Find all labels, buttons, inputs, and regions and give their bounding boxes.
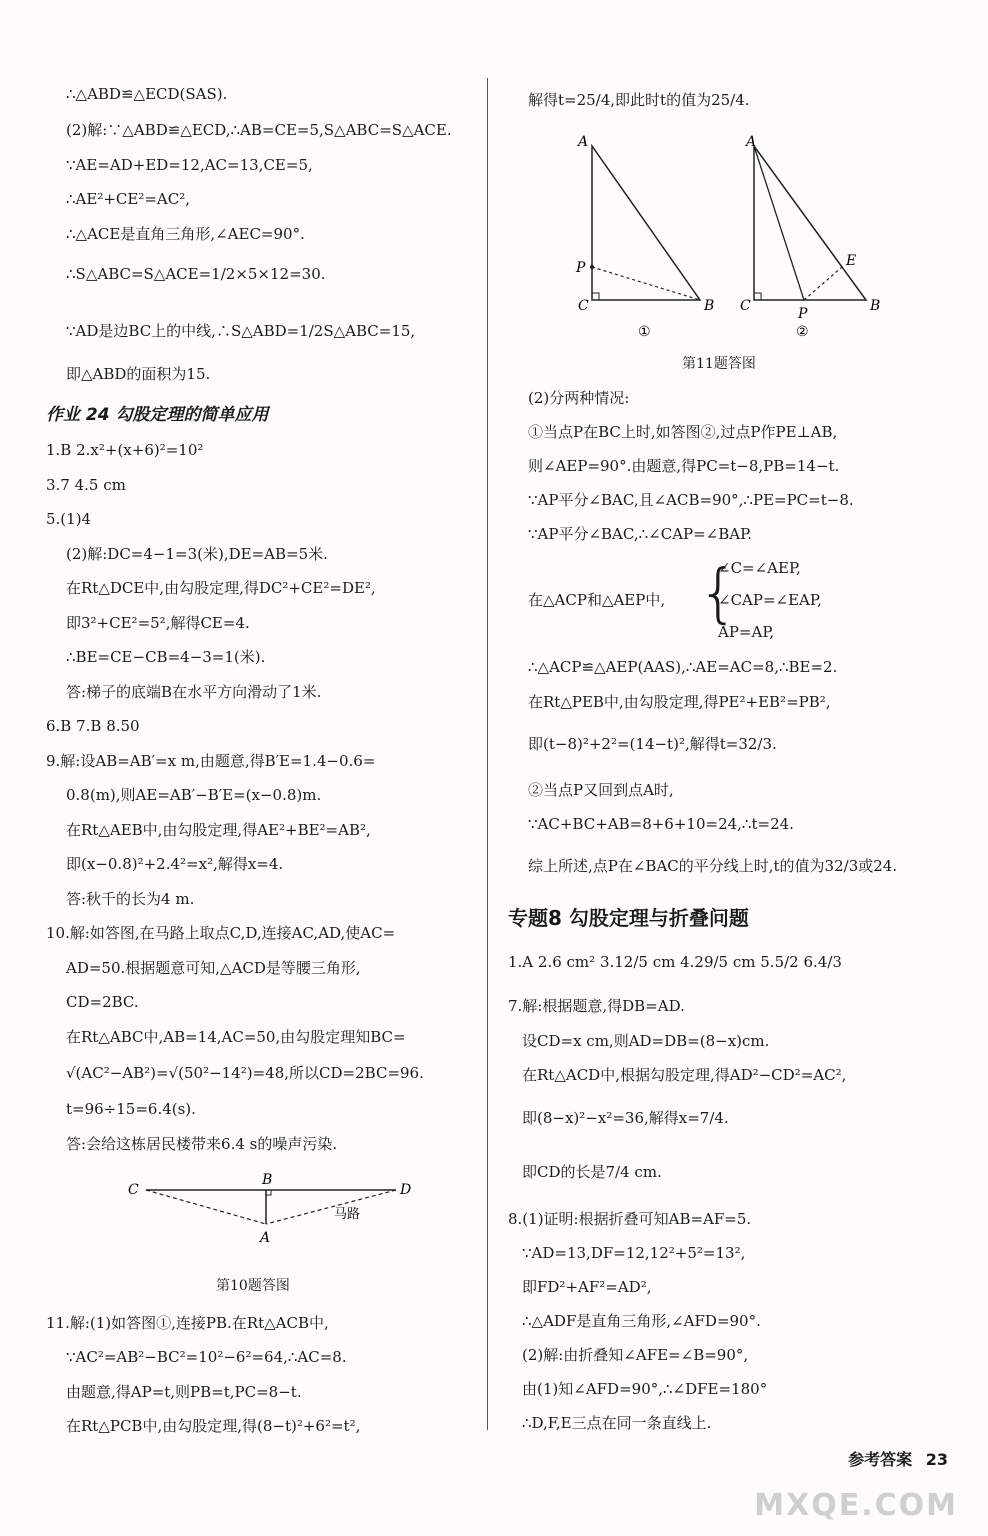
page-footer: [848, 1447, 948, 1470]
figure-caption: 第11题答图: [682, 356, 756, 372]
text-line: 综上所述,点P在∠BAC的平分线上时,t的值为32/3或24.: [528, 857, 898, 875]
segment-ae: [754, 146, 842, 267]
answer-line: 即(x−0.8)²+2.4²=x²,解得x=4.: [66, 855, 284, 873]
answer-line: 即CD的长是7/4 cm.: [522, 1163, 662, 1181]
answer-line: 7.解:根据题意,得DB=AD.: [508, 997, 685, 1015]
segment-pb: [592, 267, 700, 300]
system-line: ∠CAP=∠EAP,: [718, 591, 822, 609]
watermark: MXQE.COM: [754, 1488, 958, 1523]
answer-line: 即(8−x)²−x²=36,解得x=7/4.: [522, 1109, 729, 1127]
triangle-acb-1: [592, 146, 700, 300]
text-line: 解得t=25/4,即此时t的值为25/4.: [528, 91, 750, 109]
answer-line: 0.8(m),则AE=AB′−B′E=(x−0.8)m.: [66, 786, 322, 804]
diagram-label-2: ②: [796, 324, 809, 340]
answer-line: 3.7 4.5 cm: [46, 476, 126, 494]
text-line: (2)分两种情况:: [528, 389, 630, 407]
svg-text:C: C: [740, 298, 751, 314]
svg-text:E: E: [846, 253, 857, 269]
answer-line: AD=50.根据题意可知,△ACD是等腰三角形,: [66, 959, 361, 977]
text-line: ∵AE=AD+ED=12,AC=13,CE=5,: [66, 156, 313, 174]
text-line: ①当点P在BC上时,如答图②,过点P作PE⊥AB,: [528, 423, 838, 441]
answer-line: 在Rt△PCB中,由勾股定理,得(8−t)²+6²=t²,: [66, 1417, 361, 1435]
brace-symbol: {: [698, 557, 739, 631]
right-angle-mark: [592, 293, 599, 300]
figure-11-diagram: [568, 132, 898, 347]
text-line: ∵AP平分∠BAC,且∠ACB=90°,∴PE=PC=t−8.: [528, 491, 854, 509]
answer-line: ∵AD=13,DF=12,12²+5²=13²,: [522, 1244, 746, 1262]
answer-line: 答:秋千的长为4 m.: [66, 890, 195, 908]
answer-line: 由题意,得AP=t,则PB=t,PC=8−t.: [66, 1383, 302, 1401]
segment-pe: [804, 267, 842, 300]
answer-line: (2)解:由折叠知∠AFE=∠B=90°,: [522, 1346, 749, 1364]
answer-line: ∴BE=CE−CB=4−3=1(米).: [66, 648, 266, 666]
answer-line: 即3²+CE²=5²,解得CE=4.: [66, 614, 250, 632]
text-line: ②当点P又回到点A时,: [528, 781, 674, 799]
text-line: 即(t−8)²+2²=(14−t)²,解得t=32/3.: [528, 735, 777, 753]
column-divider: [487, 78, 488, 1430]
text-line: 即△ABD的面积为15.: [66, 365, 211, 383]
answer-line: ∵AC²=AB²−BC²=10²−6²=64,∴AC=8.: [66, 1348, 347, 1366]
answer-line: 10.解:如答图,在马路上取点C,D,连接AC,AD,使AC=: [46, 924, 396, 942]
text-line: ∴AE²+CE²=AC²,: [66, 190, 191, 208]
text-line: ∴S△ABC=S△ACE=1/2×5×12=30.: [66, 265, 326, 283]
section-heading: 专题8 勾股定理与折叠问题: [508, 906, 749, 930]
section-heading: 作业 24 勾股定理的简单应用: [46, 405, 269, 425]
answer-line: 答:梯子的底端B在水平方向滑动了1米.: [66, 683, 322, 701]
figure-10-diagram: [126, 1168, 426, 1248]
answer-line: 在Rt△ABC中,AB=14,AC=50,由勾股定理知BC=: [66, 1028, 406, 1046]
answer-line: 由(1)知∠AFD=90°,∴∠DFE=180°: [522, 1380, 768, 1398]
answer-line: 8.(1)证明:根据折叠可知AB=AF=5.: [508, 1210, 752, 1228]
segment-ap: [754, 146, 804, 300]
answer-line: 5.(1)4: [46, 510, 92, 528]
diagram-label-1: ①: [638, 324, 651, 340]
segment-ac: [146, 1190, 266, 1224]
text-line: 在Rt△PEB中,由勾股定理,得PE²+EB²=PB²,: [528, 693, 831, 711]
answer-line: (2)解:DC=4−1=3(米),DE=AB=5米.: [66, 545, 328, 563]
right-angle-mark: [754, 293, 761, 300]
svg-text:A: A: [746, 134, 757, 150]
system-line: AP=AP,: [718, 623, 775, 641]
svg-text:C: C: [128, 1182, 139, 1198]
svg-text:B: B: [262, 1172, 273, 1188]
answer-line: 6.B 7.B 8.50: [46, 717, 140, 735]
svg-text:B: B: [704, 298, 715, 314]
point-p: [590, 265, 594, 269]
answer-line: 答:会给这栋居民楼带来6.4 s的噪声污染.: [66, 1135, 338, 1153]
svg-text:D: D: [400, 1182, 412, 1198]
text-line: (2)解:∵△ABD≌△ECD,∴AB=CE=5,S△ABC=S△ACE.: [66, 121, 452, 139]
svg-text:B: B: [870, 298, 881, 314]
answer-line: 即FD²+AF²=AD²,: [522, 1278, 652, 1296]
road-label: 马路: [334, 1207, 361, 1222]
svg-text:A: A: [260, 1230, 271, 1246]
answer-line: 11.解:(1)如答图①,连接PB.在Rt△ACB中,: [46, 1314, 329, 1332]
text-line: 则∠AEP=90°.由题意,得PC=t−8,PB=14−t.: [528, 457, 840, 475]
answer-line: 9.解:设AB=AB′=x m,由题意,得B′E=1.4−0.6=: [46, 752, 376, 770]
answer-line: 1.A 2.6 cm² 3.12/5 cm 4.29/5 cm 5.5/2 6.4/3: [508, 953, 842, 971]
text-line: ∴△ACE是直角三角形,∠AEC=90°.: [66, 225, 305, 243]
svg-text:P: P: [576, 260, 586, 276]
figure-caption: 第10题答图: [216, 1278, 290, 1294]
segment-ad: [266, 1190, 396, 1224]
answer-line: CD=2BC.: [66, 993, 139, 1011]
answer-line: t=96÷15=6.4(s).: [66, 1100, 196, 1118]
svg-text:C: C: [578, 298, 589, 314]
text-line: ∴△ABD≌△ECD(SAS).: [66, 85, 228, 103]
text-line: ∵AC+BC+AB=8+6+10=24,∴t=24.: [528, 815, 794, 833]
text-line: ∴△ACP≌△AEP(AAS),∴AE=AC=8,∴BE=2.: [528, 658, 838, 676]
answer-line: 设CD=x cm,则AD=DB=(8−x)cm.: [522, 1032, 770, 1050]
svg-text:A: A: [578, 134, 589, 150]
answer-line: ∴△ADF是直角三角形,∠AFD=90°.: [522, 1312, 761, 1330]
footer-label: 参考答案: [848, 1450, 913, 1469]
text-line: ∵AD是边BC上的中线,∴S△ABD=1/2S△ABC=15,: [66, 322, 416, 340]
text-line: ∵AP平分∠BAC,∴∠CAP=∠BAP.: [528, 525, 752, 543]
answer-line: 在Rt△ACD中,根据勾股定理,得AD²−CD²=AC²,: [522, 1066, 847, 1084]
system-line: ∠C=∠AEP,: [718, 559, 801, 577]
answer-line: √(AC²−AB²)=√(50²−14²)=48,所以CD=2BC=96.: [66, 1064, 424, 1082]
svg-text:P: P: [798, 306, 808, 322]
answer-line: ∴D,F,E三点在同一条直线上.: [522, 1414, 712, 1432]
system-line: 在△ACP和△AEP中,: [528, 591, 666, 609]
page-number: 23: [925, 1450, 948, 1469]
answer-line: 在Rt△AEB中,由勾股定理,得AE²+BE²=AB²,: [66, 821, 371, 839]
answer-line: 在Rt△DCE中,由勾股定理,得DC²+CE²=DE²,: [66, 579, 376, 597]
answer-line: 1.B 2.x²+(x+6)²=10²: [46, 441, 204, 459]
